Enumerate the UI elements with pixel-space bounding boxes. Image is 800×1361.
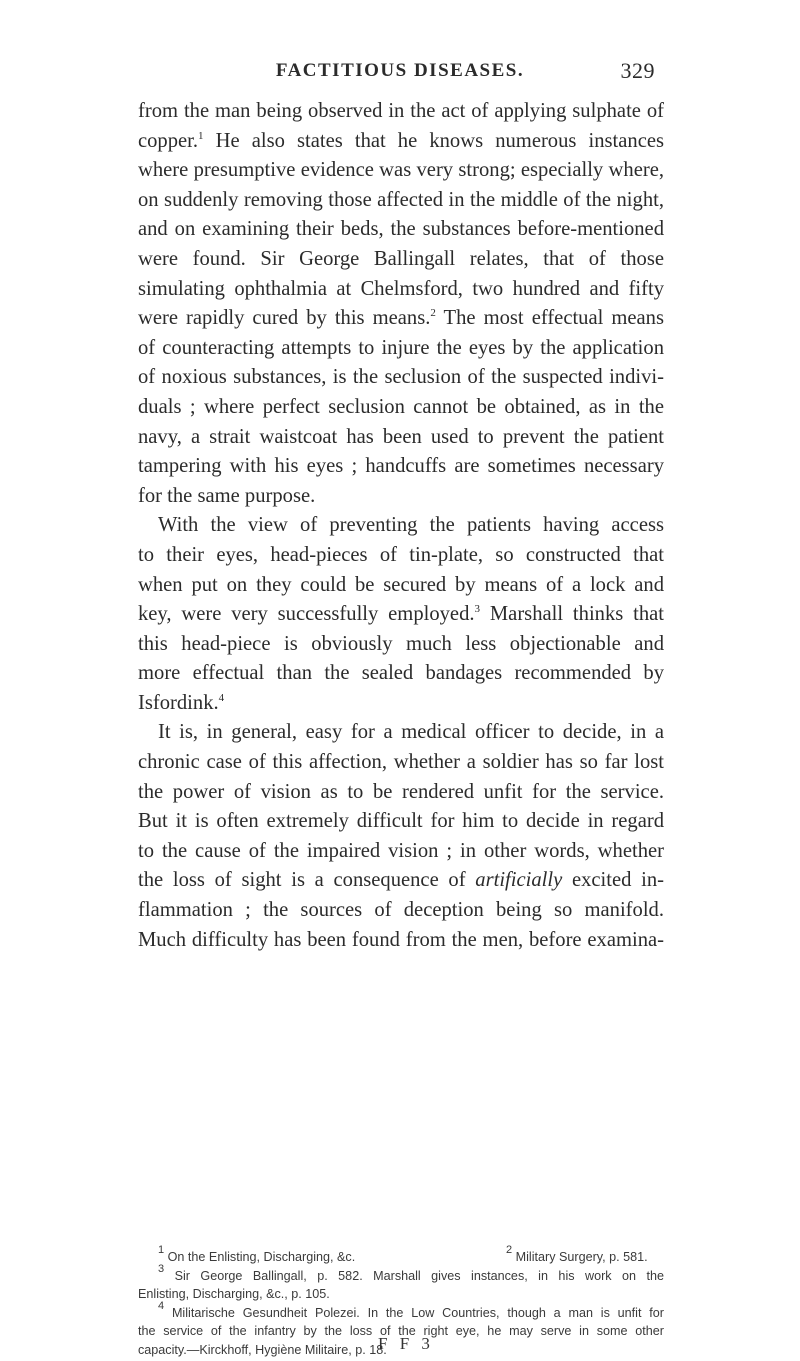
text-line: duals ; where perfect seclusion cannot be obtained, as in the <box>138 395 664 418</box>
footnote-mark: 1 <box>158 1244 165 1256</box>
text-line: to the cause of the impaired vision ; in other words, whether <box>138 839 664 862</box>
text-line: where presumptive evidence was very strong; especially where, <box>138 159 664 182</box>
text-segment: He also states that he knows numerous instances <box>215 129 664 152</box>
italic-text: artificially <box>475 869 563 892</box>
footnote-line: Enlisting, Discharging, &c., p. 105. <box>138 1287 330 1301</box>
footnote-text: On the Enlisting, Discharging, &c. <box>167 1250 356 1264</box>
running-head <box>0 60 800 90</box>
text-line: Much difficulty has been found from the men, before examina- <box>138 928 664 951</box>
text-line: flammation ; the sources of deception being so manifold. <box>138 899 664 922</box>
text-line: when put on they could be secured by means of a lock and <box>138 573 664 596</box>
text-segment: the loss of sight is a consequence of <box>138 869 466 892</box>
text-line <box>138 600 664 630</box>
running-title: FACTITIOUS DISEASES. <box>275 60 525 81</box>
text-line: to their eyes, head-pieces of tin-plate, so constructed that <box>138 543 664 566</box>
text-line: were found. Sir George Ballingall relates, that of those <box>138 247 664 270</box>
text-line: It is, in general, easy for a medical officer to decide, in a <box>158 721 664 744</box>
body-text <box>138 97 664 955</box>
text-line: chronic case of this affection, whether a soldier has so far lost <box>138 751 664 774</box>
footnote-second <box>506 1244 648 1267</box>
text-line: and on examining their beds, the substances before-mentioned <box>138 218 664 241</box>
footnote-mark: 3 <box>158 1262 165 1275</box>
footnote-ref: 4 <box>218 691 225 704</box>
footnote-line: the service of the infantry by the loss of the right eye, he may serve in some other <box>138 1324 664 1338</box>
text-segment: excited in- <box>571 869 665 892</box>
text-line <box>138 304 664 334</box>
signature-mark: F F 3 <box>378 1334 434 1353</box>
text-segment: The most effectual means <box>443 307 664 330</box>
text-segment: were rapidly cured by this means. <box>138 307 431 330</box>
footnote-line <box>138 1299 664 1323</box>
footnote-line: capacity.—Kirckhoff, Hygiène Militaire, p. 18. <box>138 1342 387 1357</box>
text-line: But it is often extremely difficult for him to decide in regard <box>138 810 664 833</box>
text-line: on suddenly removing those affected in the middle of the night, <box>138 188 664 211</box>
text-line: the power of vision as to be rendered unfit for the service. <box>138 780 664 803</box>
footnote-line <box>138 1244 664 1267</box>
footnote-text: Sir George Ballingall, p. 582. Marshall gives instances, in his work on the <box>174 1268 664 1283</box>
text-segment: Isfordink. <box>138 691 219 714</box>
text-line: With the view of preventing the patients having access <box>158 514 664 537</box>
footnote-ref: 2 <box>430 307 436 320</box>
text-line: of noxious substances, is the seclusion of the suspected indivi- <box>138 366 664 389</box>
footnote-text: Military Surgery, p. 581. <box>515 1250 648 1264</box>
footnote-mark: 4 <box>158 1299 165 1312</box>
footnote-mark: 2 <box>506 1244 513 1256</box>
text-segment: copper. <box>138 129 199 152</box>
page-number: 329 <box>620 58 655 83</box>
text-line: navy, a strait waistcoat has been used to prevent the patient <box>138 425 664 448</box>
text-line: tampering with his eyes ; handcuffs are sometimes necessary <box>138 455 664 478</box>
footnote-line <box>138 1262 664 1286</box>
text-line: for the same purpose. <box>138 484 316 507</box>
text-line <box>138 866 664 896</box>
text-line: of counteracting attempts to injure the eyes by the application <box>138 336 664 359</box>
text-line: from the man being observed in the act of applying sulphate of <box>138 100 664 122</box>
footnote-ref: 3 <box>474 603 481 616</box>
text-line: simulating ophthalmia at Chelmsford, two hundred and fifty <box>138 277 664 300</box>
footnote-text: Militarische Gesundheit Polezei. In the Low Countries, though a man is unfit for <box>171 1305 664 1320</box>
text-line <box>138 127 664 157</box>
text-segment: key, were very successfully employed. <box>138 603 475 626</box>
footnote-ref: 1 <box>198 129 204 142</box>
text-segment: Marshall thinks that <box>489 603 664 626</box>
text-line <box>138 689 664 719</box>
text-line: this head-piece is obviously much less objectionable and <box>138 632 664 655</box>
text-line: more effectual than the sealed bandages recommended by <box>138 662 664 685</box>
